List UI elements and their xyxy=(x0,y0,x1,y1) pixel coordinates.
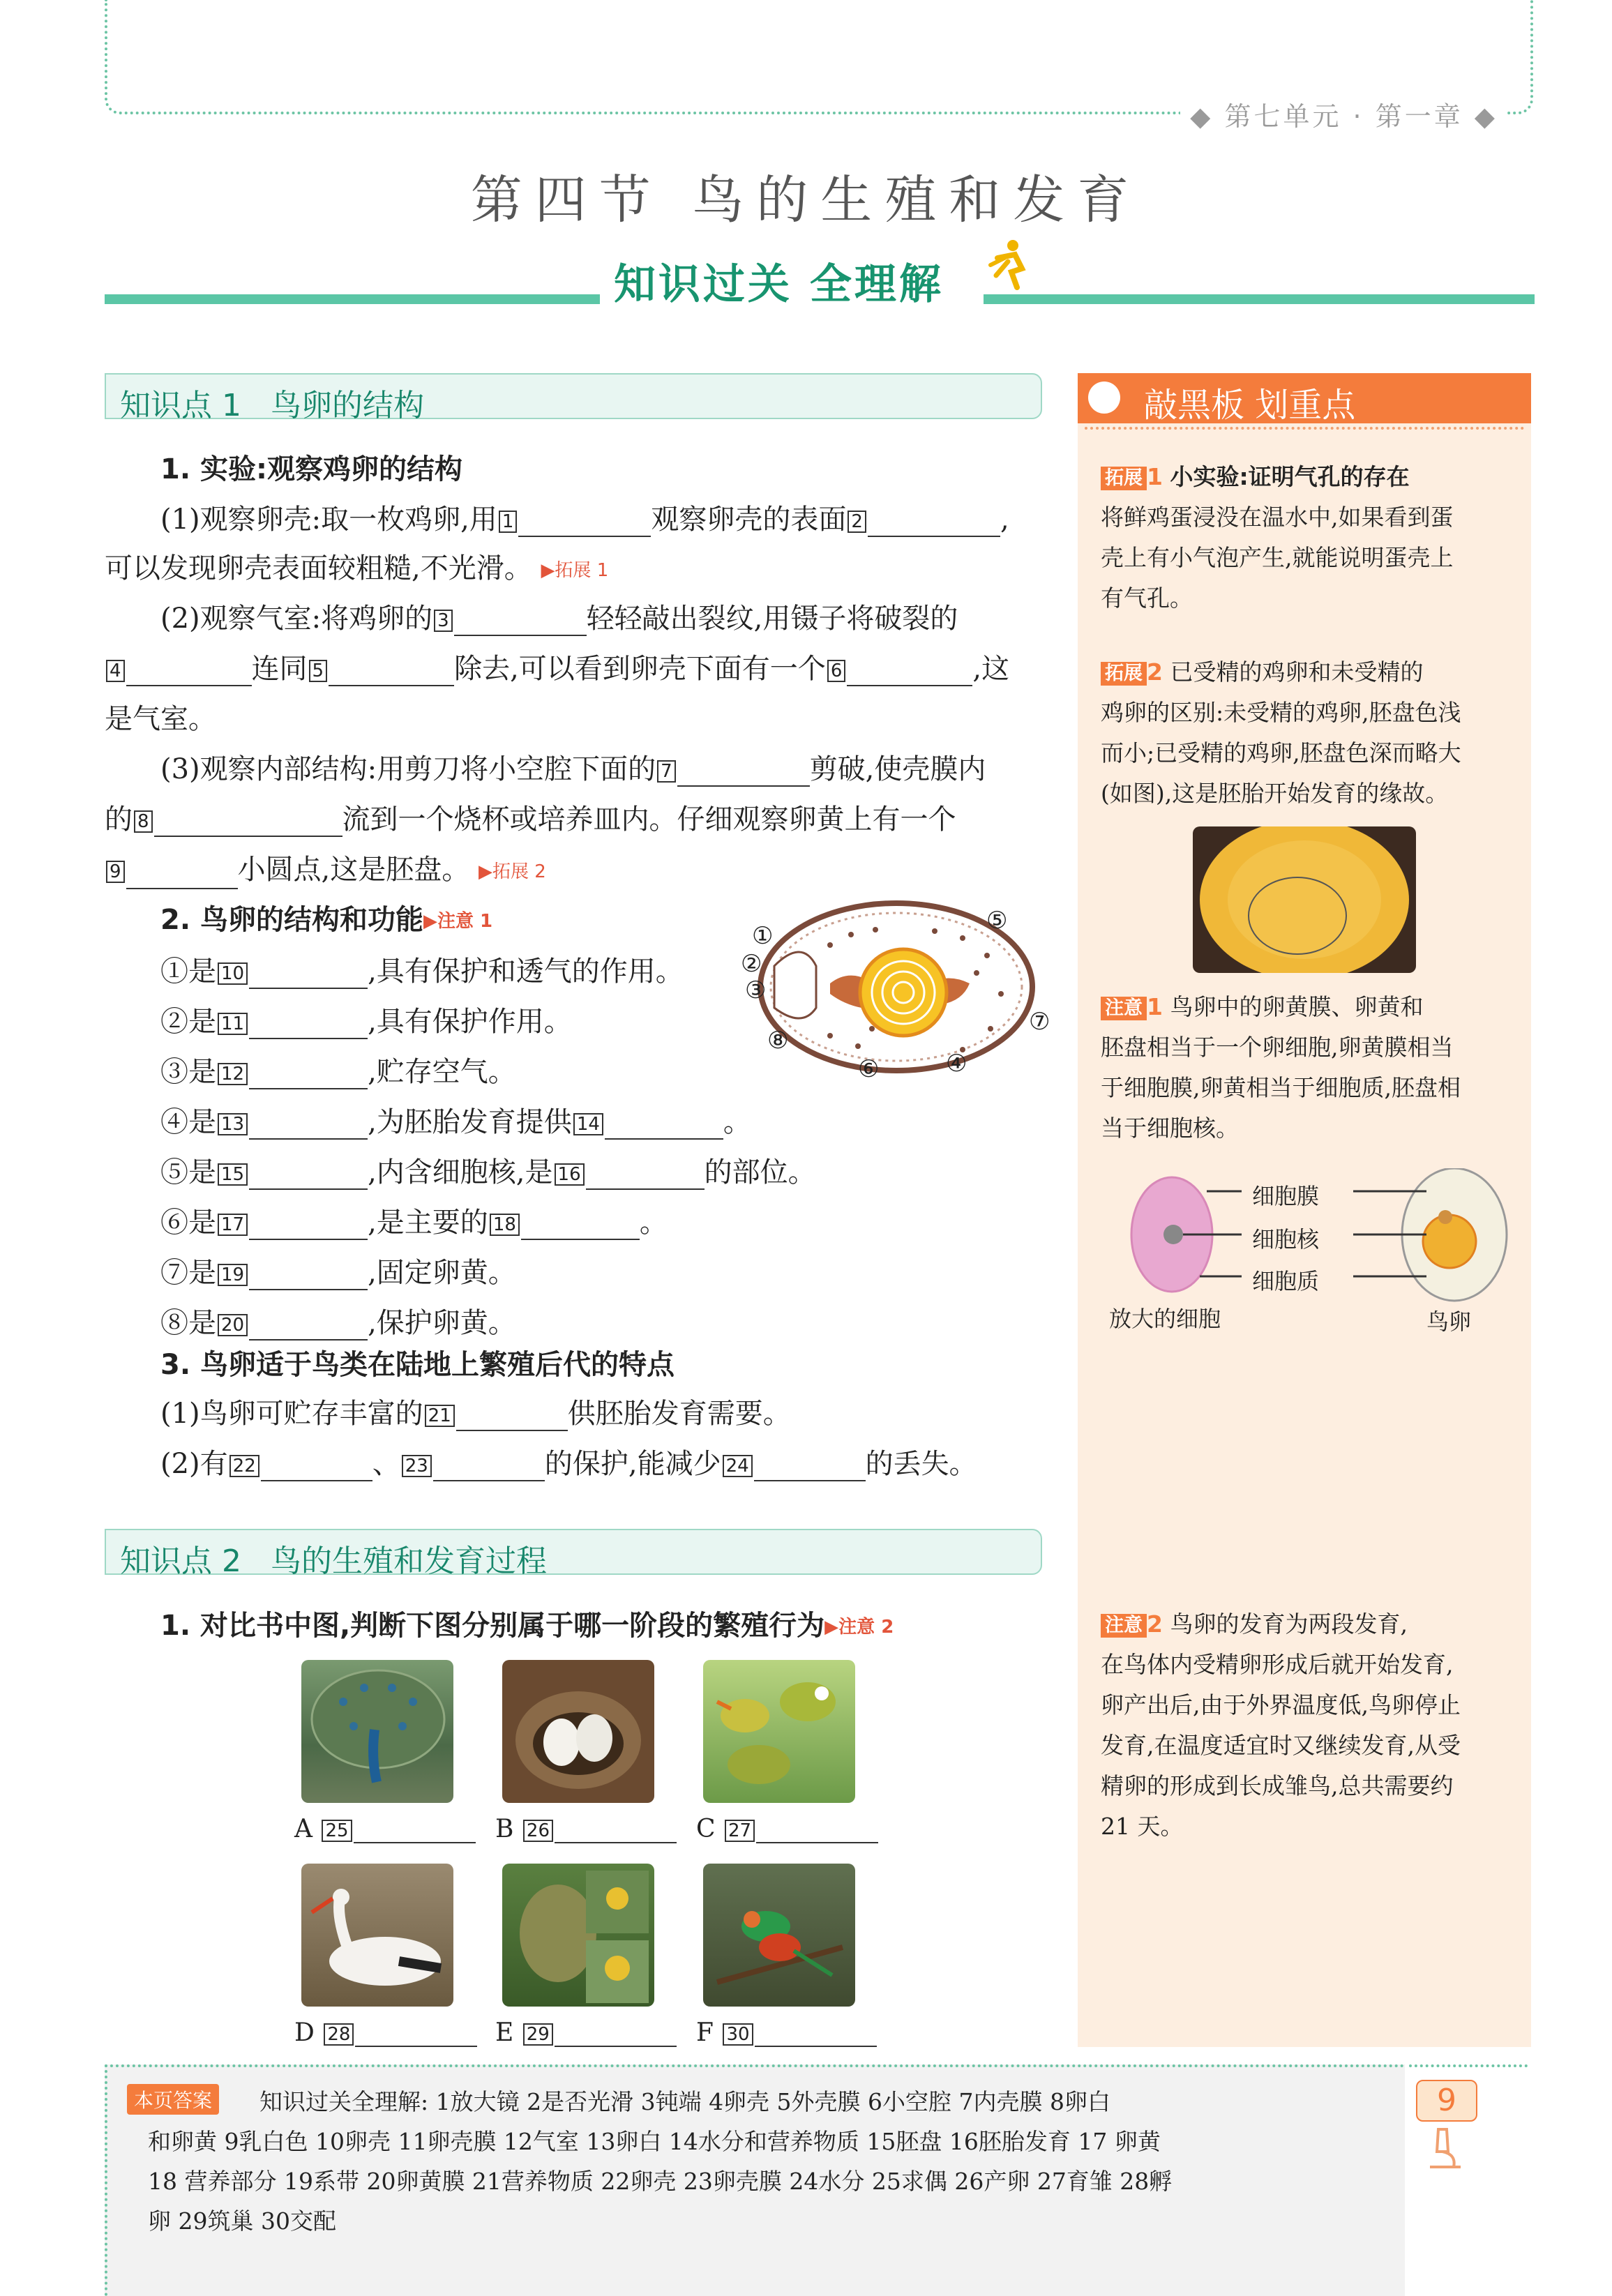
text: 当于细胞核。 xyxy=(1101,1115,1239,1142)
structure-item xyxy=(160,1055,516,1089)
extension-title: 小实验:证明气孔的存在 xyxy=(1170,463,1410,490)
blank-number: 30 xyxy=(723,2023,753,2046)
structure-item xyxy=(160,1105,751,1140)
diagram-label: ⑤ xyxy=(986,907,1008,935)
answer-box-divider xyxy=(1409,2064,1528,2067)
answer-line: 18 营养部分 19系带 20卵黄膜 21营养物质 22卵壳 23卵壳膜 24水分 25求偶 26产卵 27育雏 28孵 xyxy=(148,2168,1173,2195)
diagram-label: ① xyxy=(752,922,774,950)
text: (1)鸟卵可贮存丰富的 xyxy=(160,1398,423,1430)
photo-caption xyxy=(495,1815,677,1843)
text: 鸟卵的发育为两段发育, xyxy=(1170,1610,1408,1638)
blank-number: 8 xyxy=(134,810,153,833)
item-text: ,具有保护作用。 xyxy=(368,1006,572,1038)
text: 除去,可以看到卵壳下面有一个 xyxy=(454,653,826,685)
item-label: ③是 xyxy=(160,1056,216,1088)
blank-number: 14 xyxy=(573,1113,603,1135)
answer-blank[interactable] xyxy=(154,812,342,837)
text: 将鲜鸡蛋浸没在温水中,如果看到蛋 xyxy=(1101,504,1454,531)
photo-caption xyxy=(495,2018,677,2047)
structure-item xyxy=(160,1306,516,1340)
egg-structure-diagram xyxy=(725,896,1060,1085)
answer-blank[interactable] xyxy=(456,1406,568,1431)
kp1-line: 是气室。 xyxy=(105,703,216,735)
text: 、 xyxy=(372,1448,400,1480)
answer-blank[interactable] xyxy=(433,1456,545,1481)
text: 于细胞膜,卵黄相当于细胞质,胚盘相 xyxy=(1101,1074,1461,1101)
sidebar-extension-2 xyxy=(1101,652,1519,814)
diagram-label: ③ xyxy=(745,976,767,1004)
blank-number: 26 xyxy=(523,1820,553,1842)
blank-number: 23 xyxy=(402,1455,432,1477)
answer-blank[interactable] xyxy=(586,1165,705,1190)
photo-letter: D xyxy=(294,2018,315,2047)
photo-caption xyxy=(294,1815,476,1843)
text: (3)观察内部结构:用剪刀将小空腔下面的 xyxy=(160,753,656,785)
photo-caption xyxy=(696,1815,878,1843)
answer-blank[interactable] xyxy=(754,1456,866,1481)
item-label: ⑥是 xyxy=(160,1207,216,1239)
cell-caption: 放大的细胞 xyxy=(1109,1306,1221,1332)
blank-number: 15 xyxy=(218,1163,248,1186)
text: 而小;已受精的鸡卵,胚盘色深而略大 xyxy=(1101,739,1461,766)
banner-title: 知识过关 全理解 xyxy=(614,260,944,309)
banner-band-right xyxy=(984,294,1535,304)
answer-line: 卵 29筑巢 30交配 xyxy=(148,2207,336,2235)
mating-birds-photo xyxy=(703,1864,855,2007)
blank-number: 4 xyxy=(106,660,125,682)
blank-number: 21 xyxy=(425,1405,455,1427)
text: ,这 xyxy=(972,653,1010,685)
blank-number: 24 xyxy=(723,1455,753,1477)
diagram-label: ④ xyxy=(946,1050,967,1078)
answer-badge: 本页答案 xyxy=(127,2084,219,2115)
text: 的保护,能减少 xyxy=(544,1448,721,1480)
note-tag[interactable]: ▶注意 2 xyxy=(824,1617,894,1638)
item-text: ,固定卵黄。 xyxy=(368,1257,516,1289)
answer-blank[interactable] xyxy=(605,1115,723,1140)
extension-badge: 拓展 xyxy=(1101,467,1147,490)
photo-letter: C xyxy=(696,1815,716,1843)
text: 流到一个烧杯或培养皿内。仔细观察卵黄上有一个 xyxy=(342,803,956,836)
item-label: ①是 xyxy=(160,956,216,988)
note-tag[interactable]: ▶注意 1 xyxy=(423,911,493,932)
blank-number: 3 xyxy=(434,610,453,632)
label-cell-membrane: 细胞膜 xyxy=(1252,1183,1320,1209)
sidebar-note-1 xyxy=(1101,987,1519,1149)
note-badge: 注意 xyxy=(1101,1614,1147,1638)
answer-blank[interactable] xyxy=(755,2022,877,2047)
answer-blank[interactable] xyxy=(354,1818,476,1843)
kp1-line xyxy=(105,852,546,889)
blank-number: 18 xyxy=(490,1214,520,1236)
sidebar-note-2 xyxy=(1101,1604,1519,1847)
answer-blank[interactable] xyxy=(249,1014,368,1039)
extension-tag[interactable]: ▶拓展 2 xyxy=(478,861,546,882)
blank-number: 2 xyxy=(848,511,866,533)
text: 已受精的鸡卵和未受精的 xyxy=(1170,658,1424,686)
blank-number: 29 xyxy=(523,2023,553,2046)
blank-number: 20 xyxy=(218,1314,248,1336)
answer-blank[interactable] xyxy=(355,2022,477,2047)
answer-blank[interactable] xyxy=(249,1315,368,1340)
section-title: 第四节 鸟的生殖和发育 xyxy=(470,170,1142,230)
answer-blank[interactable] xyxy=(249,964,368,989)
answer-blank[interactable] xyxy=(756,1818,878,1843)
answer-blank[interactable] xyxy=(454,611,587,636)
photo-letter: E xyxy=(495,2018,514,2047)
text: 的 xyxy=(105,803,133,836)
answer-blank[interactable] xyxy=(249,1165,368,1190)
blank-number: 27 xyxy=(725,1820,755,1842)
blank-number: 11 xyxy=(218,1013,248,1035)
weaver-nest-photo xyxy=(502,1864,654,2007)
blank-number: 7 xyxy=(657,760,676,783)
diagram-label: ⑧ xyxy=(767,1027,789,1055)
item-text: ,为胚胎发育提供 xyxy=(368,1106,572,1138)
item-text: ,贮存空气。 xyxy=(368,1056,516,1088)
kp1-line xyxy=(160,752,986,787)
text: 有气孔。 xyxy=(1101,584,1193,612)
blank-number: 16 xyxy=(555,1163,585,1186)
kp1-line xyxy=(160,601,958,636)
item-text: 。 xyxy=(639,1207,668,1239)
sidebar-extension-1 xyxy=(1101,457,1519,619)
answer-blank[interactable] xyxy=(847,661,972,686)
microscope-icon xyxy=(1423,2124,1468,2173)
answer-blank[interactable] xyxy=(555,1818,677,1843)
kp1-line xyxy=(105,551,608,588)
text: (2)观察气室:将鸡卵的 xyxy=(160,603,433,635)
nest-eggs-photo xyxy=(502,1660,654,1803)
photo-caption xyxy=(294,2018,477,2047)
text: 1. 对比书中图,判断下图分别属于哪一阶段的繁殖行为 xyxy=(160,1610,825,1642)
knowledge-point-1-header xyxy=(105,373,1042,423)
item-text: ,具有保护和透气的作用。 xyxy=(368,956,684,988)
diagram-label: ⑥ xyxy=(858,1055,880,1083)
kp1-line xyxy=(160,502,1009,537)
photo-letter: B xyxy=(495,1815,514,1843)
answer-blank[interactable] xyxy=(249,1265,368,1290)
kp1-line xyxy=(160,1396,791,1431)
blank-number: 5 xyxy=(309,660,328,682)
diagram-label: ⑦ xyxy=(1029,1008,1050,1036)
badge-number: 2 xyxy=(1147,1610,1163,1638)
badge-number: 2 xyxy=(1147,658,1163,686)
note-badge: 注意 xyxy=(1101,997,1147,1020)
text: 小圆点,这是胚盘。 xyxy=(237,854,470,886)
structure-item xyxy=(160,1004,572,1039)
text: (2)有 xyxy=(160,1448,228,1480)
sidebar-divider xyxy=(1085,427,1524,430)
text: (1)观察卵壳:取一枚鸡卵,用 xyxy=(160,504,497,536)
banner-band-left xyxy=(105,294,600,304)
answer-blank[interactable] xyxy=(677,762,810,787)
chapter-label: ◆ 第七单元 · 第一章 ◆ xyxy=(1180,95,1507,133)
kp2-section1-heading xyxy=(160,1608,894,1645)
structure-item xyxy=(160,1155,816,1190)
kp1-section3-heading: 3. 鸟卵适于鸟类在陆地上繁殖后代的特点 xyxy=(160,1349,675,1381)
runner-icon xyxy=(984,237,1032,293)
text: 连同 xyxy=(251,653,308,685)
speaker-icon xyxy=(1088,382,1120,414)
structure-item xyxy=(160,954,684,989)
badge-number: 1 xyxy=(1147,993,1163,1020)
label-cell-nucleus: 细胞核 xyxy=(1252,1226,1320,1253)
photo-letter: F xyxy=(696,2018,714,2047)
answer-blank[interactable] xyxy=(126,661,252,686)
answer-blank[interactable] xyxy=(518,512,651,537)
extension-badge: 拓展 xyxy=(1101,662,1147,686)
answer-line: 知识过关全理解: 1放大镜 2是否光滑 3钝端 4卵壳 5外壳膜 6小空腔 7内壳膜 8卵白 xyxy=(259,2088,1111,2115)
diagram-label: ② xyxy=(741,950,762,978)
text: 鸡卵的区别:未受精的鸡卵,胚盘色浅 xyxy=(1101,699,1461,726)
peacock-courtship-photo xyxy=(301,1660,453,1803)
kp1-line xyxy=(105,802,956,837)
answer-blank[interactable] xyxy=(521,1215,640,1240)
item-text: ,保护卵黄。 xyxy=(368,1307,516,1339)
structure-item xyxy=(160,1255,516,1290)
item-label: ②是 xyxy=(160,1006,216,1038)
text: 供胚胎发育需要。 xyxy=(567,1398,791,1430)
blank-number: 25 xyxy=(322,1820,352,1842)
text: 可以发现卵壳表面较粗糙,不光滑。 xyxy=(105,552,532,584)
blank-number: 17 xyxy=(218,1214,248,1236)
sidebar-title: 敲黑板 划重点 xyxy=(1144,386,1356,425)
text: 精卵的形成到长成雏鸟,总共需要约 xyxy=(1101,1772,1454,1799)
text: 发育,在温度适宜时又继续发育,从受 xyxy=(1101,1732,1461,1759)
blank-number: 22 xyxy=(229,1455,259,1477)
blank-number: 9 xyxy=(106,861,125,883)
fertilized-egg-photo xyxy=(1193,826,1416,973)
text: 观察卵壳的表面 xyxy=(651,504,847,536)
answer-blank[interactable] xyxy=(868,512,1000,537)
item-label: ⑧是 xyxy=(160,1307,216,1339)
kp2-title: 知识点 2 鸟的生殖和发育过程 xyxy=(120,1543,547,1579)
answer-blank[interactable] xyxy=(555,2022,677,2047)
answer-blank[interactable] xyxy=(329,661,454,686)
item-label: ④是 xyxy=(160,1106,216,1138)
label-cytoplasm: 细胞质 xyxy=(1252,1268,1320,1294)
item-text: 的部位。 xyxy=(704,1156,816,1188)
photo-letter: A xyxy=(294,1815,312,1843)
text: (如图),这是胚胎开始发育的缘故。 xyxy=(1101,780,1449,807)
text: 鸟卵中的卵黄膜、卵黄和 xyxy=(1170,993,1424,1020)
kp1-line xyxy=(160,1447,977,1481)
item-text: 。 xyxy=(723,1106,751,1138)
answer-blank[interactable] xyxy=(249,1215,368,1240)
text: 2. 鸟卵的结构和功能 xyxy=(160,904,423,936)
kp1-line xyxy=(105,651,1009,686)
item-text: ,是主要的 xyxy=(368,1207,488,1239)
answer-blank[interactable] xyxy=(261,1456,372,1481)
kp1-section2-heading xyxy=(160,902,492,939)
photo-caption xyxy=(696,2018,877,2047)
kp1-section1-heading: 1. 实验:观察鸡卵的结构 xyxy=(160,453,462,485)
text: 轻轻敲出裂纹,用镊子将破裂的 xyxy=(586,603,958,635)
answer-blank[interactable] xyxy=(249,1064,368,1089)
item-text: ,内含细胞核,是 xyxy=(368,1156,553,1188)
text: 在鸟体内受精卵形成后就开始发育, xyxy=(1101,1651,1454,1678)
feeding-chicks-photo xyxy=(703,1660,855,1803)
blank-number: 6 xyxy=(827,660,846,682)
text: 卵产出后,由于外界温度低,鸟卵停止 xyxy=(1101,1691,1461,1719)
answer-blank[interactable] xyxy=(126,864,238,889)
item-label: ⑤是 xyxy=(160,1156,216,1188)
answer-blank[interactable] xyxy=(249,1115,368,1140)
blank-number: 28 xyxy=(324,2023,354,2046)
text: 21 天。 xyxy=(1101,1813,1184,1840)
extension-tag[interactable]: ▶拓展 1 xyxy=(541,560,609,581)
text: 剪破,使壳膜内 xyxy=(809,753,986,785)
egg-caption: 鸟卵 xyxy=(1426,1308,1472,1335)
text: 壳上有小气泡产生,就能说明蛋壳上 xyxy=(1101,544,1454,571)
blank-number: 19 xyxy=(218,1264,248,1286)
structure-item xyxy=(160,1205,668,1240)
blank-number: 1 xyxy=(499,511,518,533)
text: 的丢失。 xyxy=(865,1448,977,1480)
kp1-title: 知识点 1 鸟卵的结构 xyxy=(120,388,424,423)
badge-number: 1 xyxy=(1147,463,1163,490)
answer-line: 和卵黄 9乳白色 10卵壳 11卵壳膜 12气室 13卵白 14水分和营养物质 15胚盘 16胚胎发育 17 卵黄 xyxy=(148,2128,1161,2155)
blank-number: 13 xyxy=(218,1113,248,1135)
item-label: ⑦是 xyxy=(160,1257,216,1289)
text: 胚盘相当于一个卵细胞,卵黄膜相当 xyxy=(1101,1034,1454,1061)
blank-number: 12 xyxy=(218,1063,248,1085)
blank-number: 10 xyxy=(218,962,248,985)
page-number: 9 xyxy=(1416,2080,1477,2122)
stork-incubating-photo xyxy=(301,1864,453,2007)
knowledge-point-2-header xyxy=(105,1529,1042,1579)
text: , xyxy=(1000,504,1009,536)
